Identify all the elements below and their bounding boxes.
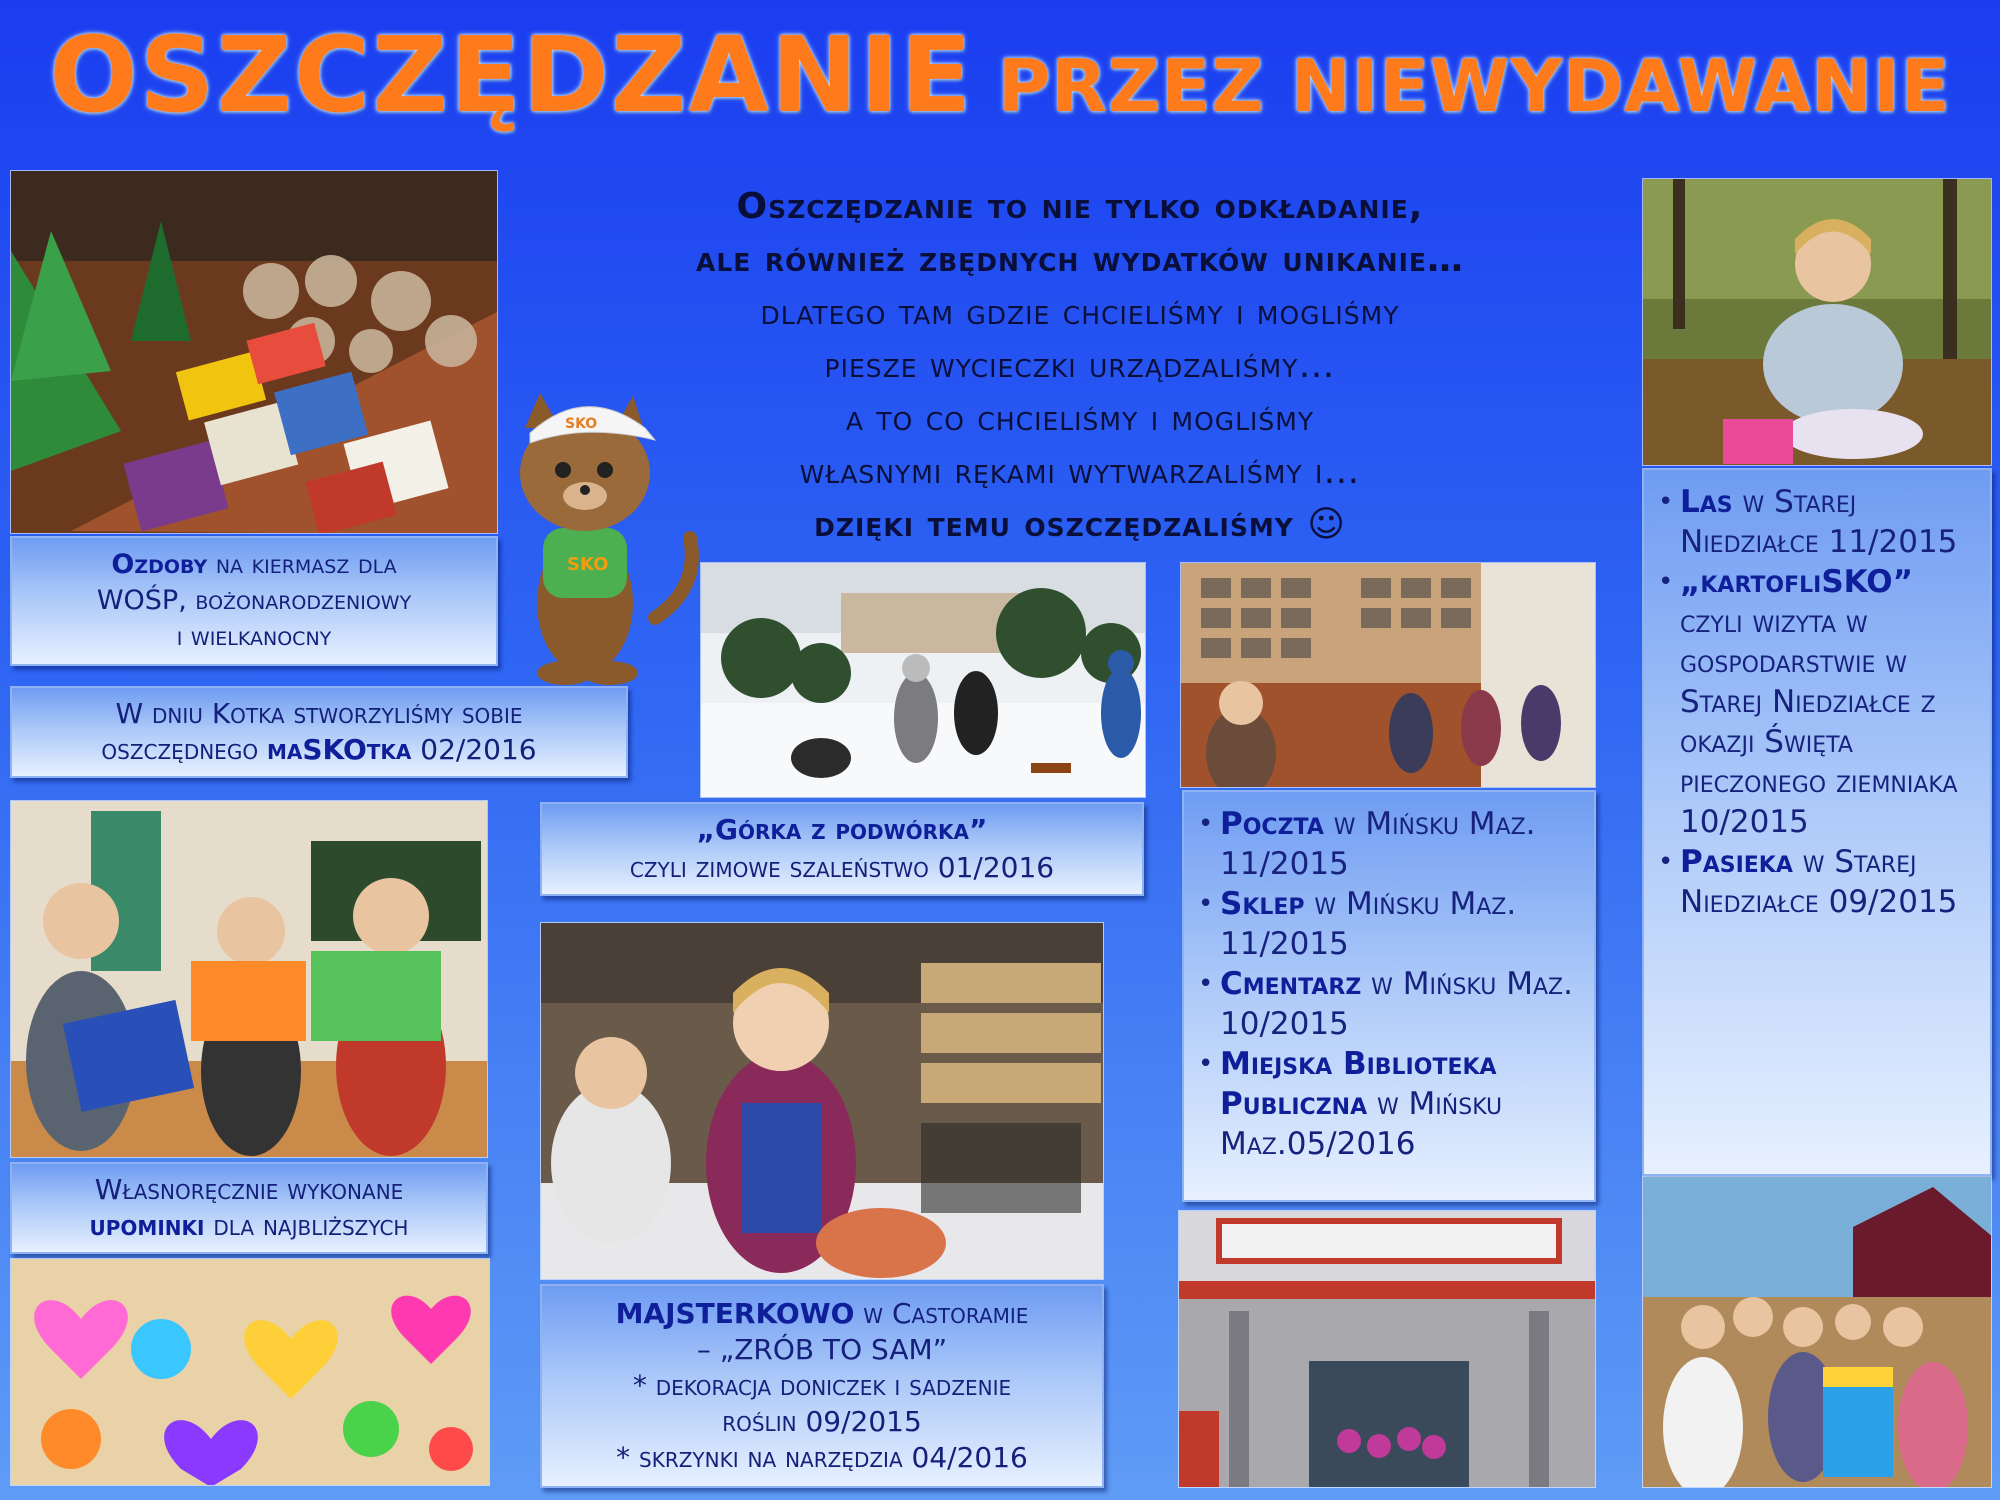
winter-sledding-photo xyxy=(700,562,1146,798)
caption-ozdoby-bold: Ozdoby xyxy=(111,549,208,580)
title-main: OSZCZĘDZANIE xyxy=(49,14,974,136)
caption-majster-l3: * dekoracja doniczek i sadzenie xyxy=(632,1369,1012,1402)
list-middle-item-hd: Cmentarz xyxy=(1220,966,1362,1002)
shop-entrance-photo xyxy=(1178,1210,1596,1488)
caption-majster-bold: MAJSTERKOWO xyxy=(615,1297,855,1330)
intro-line-4: piesze wycieczki urządzaliśmy… xyxy=(824,345,1336,386)
intro-line-2: ale również zbędnych wydatków unikanie… xyxy=(696,239,1464,280)
caption-ozdoby-l3: i wielkanocny xyxy=(176,621,332,652)
mascot-cap-text: SKO xyxy=(565,416,598,432)
mascot-cat xyxy=(505,388,705,688)
list-right-item-hd: Las xyxy=(1680,484,1733,520)
mascot-shirt-text: SKO xyxy=(567,554,609,575)
list-middle-item xyxy=(1198,884,1584,964)
girl-at-castorama-photo xyxy=(540,922,1104,1280)
intro-line-1: Oszczędzanie to nie tylko odkładanie, xyxy=(736,186,1424,227)
caption-gorka-bold: „Górka z podwórka” xyxy=(696,813,988,846)
list-middle-item xyxy=(1198,1044,1584,1164)
list-middle-item-txt: w Mińsku Maz. 11/2015 xyxy=(1220,886,1517,962)
caption-gorka xyxy=(540,802,1144,896)
caption-kotek-l1: W dniu Kotka stworzyliśmy sobie xyxy=(115,697,523,730)
list-right-item-txt: czyli wizyta w gospodarstwie w Starej Niedziałce z okazji Święta pieczonego ziemniaka 10/2015 xyxy=(1680,604,1958,840)
intro-line-7: dzięki temu oszczędzaliśmy ☺ xyxy=(814,504,1346,545)
caption-majster-l1: w Castoramie xyxy=(854,1297,1029,1330)
list-right-item-hd: Pasieka xyxy=(1680,844,1793,880)
list-middle-item xyxy=(1198,964,1584,1044)
list-middle-item-hd: Poczta xyxy=(1220,806,1324,842)
caption-majster-l4: roślin 09/2015 xyxy=(722,1405,922,1438)
title-sub: PRZEZ NIEWYDAWANIE xyxy=(997,44,1951,128)
caption-ozdoby-l2: WOŚP, bożonarodzeniowy xyxy=(96,585,412,616)
caption-majster-l5: * skrzynki na narzędzia 04/2016 xyxy=(616,1441,1028,1474)
list-middle-item-txt: w Mińsku Maz.05/2016 xyxy=(1220,1086,1503,1162)
post-office-photo xyxy=(1180,562,1596,788)
list-right-item xyxy=(1658,842,1980,922)
list-right xyxy=(1642,468,1992,1176)
caption-kotek-l2a: oszczędnego xyxy=(101,733,267,766)
intro-line-5: a to co chcieliśmy i mogliśmy xyxy=(845,398,1315,439)
list-middle-item-hd: Miejska Biblioteka Publiczna xyxy=(1220,1046,1497,1122)
caption-ozdoby-l1: na kiermasz dla xyxy=(207,549,397,580)
intro-line-3: dlatego tam gdzie chcieliśmy i mogliśmy xyxy=(760,292,1400,333)
list-right-item-txt: w Starej Niedziałce 09/2015 xyxy=(1680,844,1958,920)
caption-kotek-l2c: 02/2016 xyxy=(411,733,537,766)
list-middle-item xyxy=(1198,804,1584,884)
caption-gorka-l2: czyli zimowe szaleństwo 01/2016 xyxy=(629,851,1055,884)
caption-upominki-l1: Własnoręcznie wykonane xyxy=(94,1173,404,1206)
bead-hearts-photo xyxy=(10,1258,490,1486)
farm-visit-photo xyxy=(1642,1176,1992,1488)
caption-upominki-l2: dla najbliższych xyxy=(204,1209,409,1242)
list-middle-item-txt: w Mińsku Maz. 10/2015 xyxy=(1220,966,1573,1042)
crafts-table-photo xyxy=(10,170,498,534)
caption-upominki-bold: upominki xyxy=(89,1209,205,1242)
caption-kotek xyxy=(10,686,628,778)
list-right-item-hd: „kartofliSKO” xyxy=(1680,564,1914,600)
girl-in-forest-photo xyxy=(1642,178,1992,466)
caption-majsterkowo xyxy=(540,1284,1104,1488)
list-middle xyxy=(1182,790,1596,1202)
list-right-item xyxy=(1658,562,1980,842)
list-middle-item-hd: Sklep xyxy=(1220,886,1305,922)
caption-upominki xyxy=(10,1162,488,1254)
page-title xyxy=(0,14,2000,136)
list-right-item-txt: w Starej Niedziałce 11/2015 xyxy=(1680,484,1958,560)
intro-line-6: własnymi rękami wytwarzaliśmy i… xyxy=(799,451,1361,492)
caption-kotek-l2b: maSKOtka xyxy=(266,733,412,766)
list-right-item xyxy=(1658,482,1980,562)
list-middle-item-txt: w Mińsku Maz. 11/2015 xyxy=(1220,806,1536,882)
caption-ozdoby xyxy=(10,536,498,666)
caption-majster-l2: – „ZRÓB TO SAM” xyxy=(696,1333,948,1366)
children-with-cards-photo xyxy=(10,800,488,1158)
